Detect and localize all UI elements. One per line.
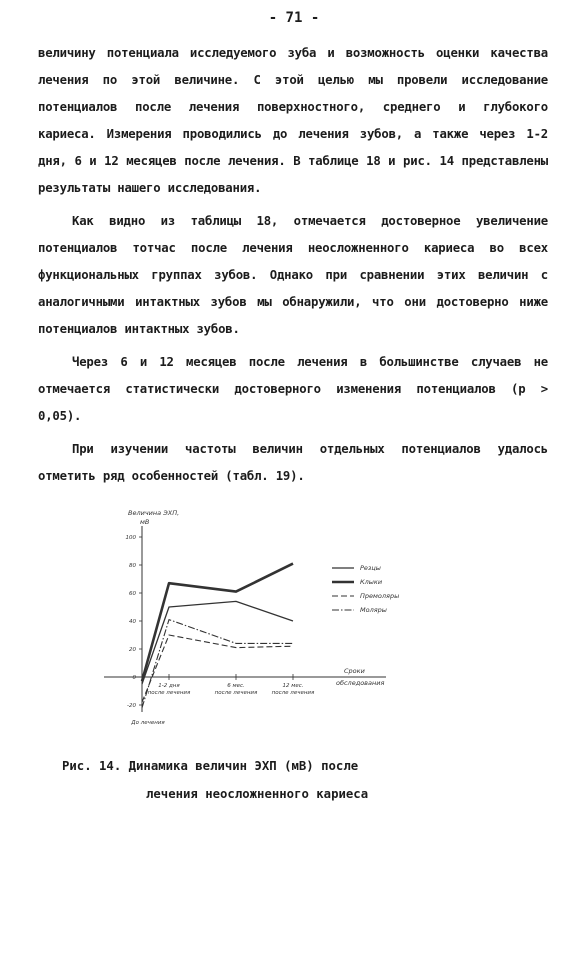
figure-14: [96, 500, 516, 735]
x-axis-label-2: обследования: [336, 679, 385, 687]
y-tick-label: -20: [127, 703, 136, 709]
x-tick-label: 6 мес.: [227, 683, 245, 689]
paragraph-4: При изучении частоты величин отдельных потенциалов удалось отметить ряд особенностей (табл. 19).: [38, 442, 548, 483]
figure-caption: [62, 752, 532, 808]
x-tick-label: после лечения: [271, 690, 315, 696]
legend-label: Моляры: [360, 606, 387, 614]
y-tick-label: 0: [132, 675, 136, 681]
x-tick-label: До лечения: [131, 720, 165, 726]
series-line-Резцы: [142, 601, 293, 684]
y-tick-label: 40: [129, 619, 136, 625]
x-tick-label: после лечения: [147, 690, 191, 696]
page-number: - 71 -: [268, 10, 320, 26]
paragraph-2: Как видно из таблицы 18, отмечается достоверное увеличение потенциалов тотчас после лечения неосложненного кариеса во всех функциональных группах зубов. Однако при сравнении этих величин с аналогичными интактных зубов мы обнаружили, что они достоверно ниже потенциалов интактных зубов.: [38, 214, 548, 336]
paragraph-3: Через 6 и 12 месяцев после лечения в большинстве случаев не отмечается статистически достоверного изменения потенциалов (p > 0,05).: [38, 355, 548, 423]
y-tick-label: 80: [129, 563, 136, 569]
series-line-Клыки: [142, 564, 293, 682]
legend-label: Резцы: [360, 564, 381, 572]
paragraph-1: величину потенциала исследуемого зуба и возможность оценки качества лечения по этой величине. С этой целью мы провели исследование потенциалов после лечения поверхностного, среднего и глубокого кариеса. Измерения проводились до лечения зубов, а также через 1-2 дня, 6 и 12 месяцев после лечения. В таблице 18 и рис. 14 представлены результаты нашего исследования.: [38, 46, 548, 195]
y-tick-label: 100: [125, 535, 136, 541]
line-chart: [96, 500, 516, 735]
y-tick-label: 20: [129, 647, 136, 653]
legend-label: Клыки: [360, 578, 383, 586]
x-tick-label: 12 мес.: [282, 683, 304, 689]
y-axis-unit: мВ: [140, 518, 150, 526]
legend-label: Премоляры: [360, 592, 400, 600]
x-tick-label: 1-2 дня: [158, 683, 180, 689]
body-text: [38, 40, 548, 496]
x-tick-label: после лечения: [214, 690, 258, 696]
caption-line-2: лечения неосложненного кариеса: [146, 787, 369, 801]
caption-line-1: Рис. 14. Динамика величин ЭХП (мВ) после: [62, 759, 359, 773]
y-tick-label: 60: [129, 591, 136, 597]
x-axis-label: Сроки: [344, 667, 365, 675]
y-axis-label: Величина ЭХП,: [128, 509, 180, 517]
